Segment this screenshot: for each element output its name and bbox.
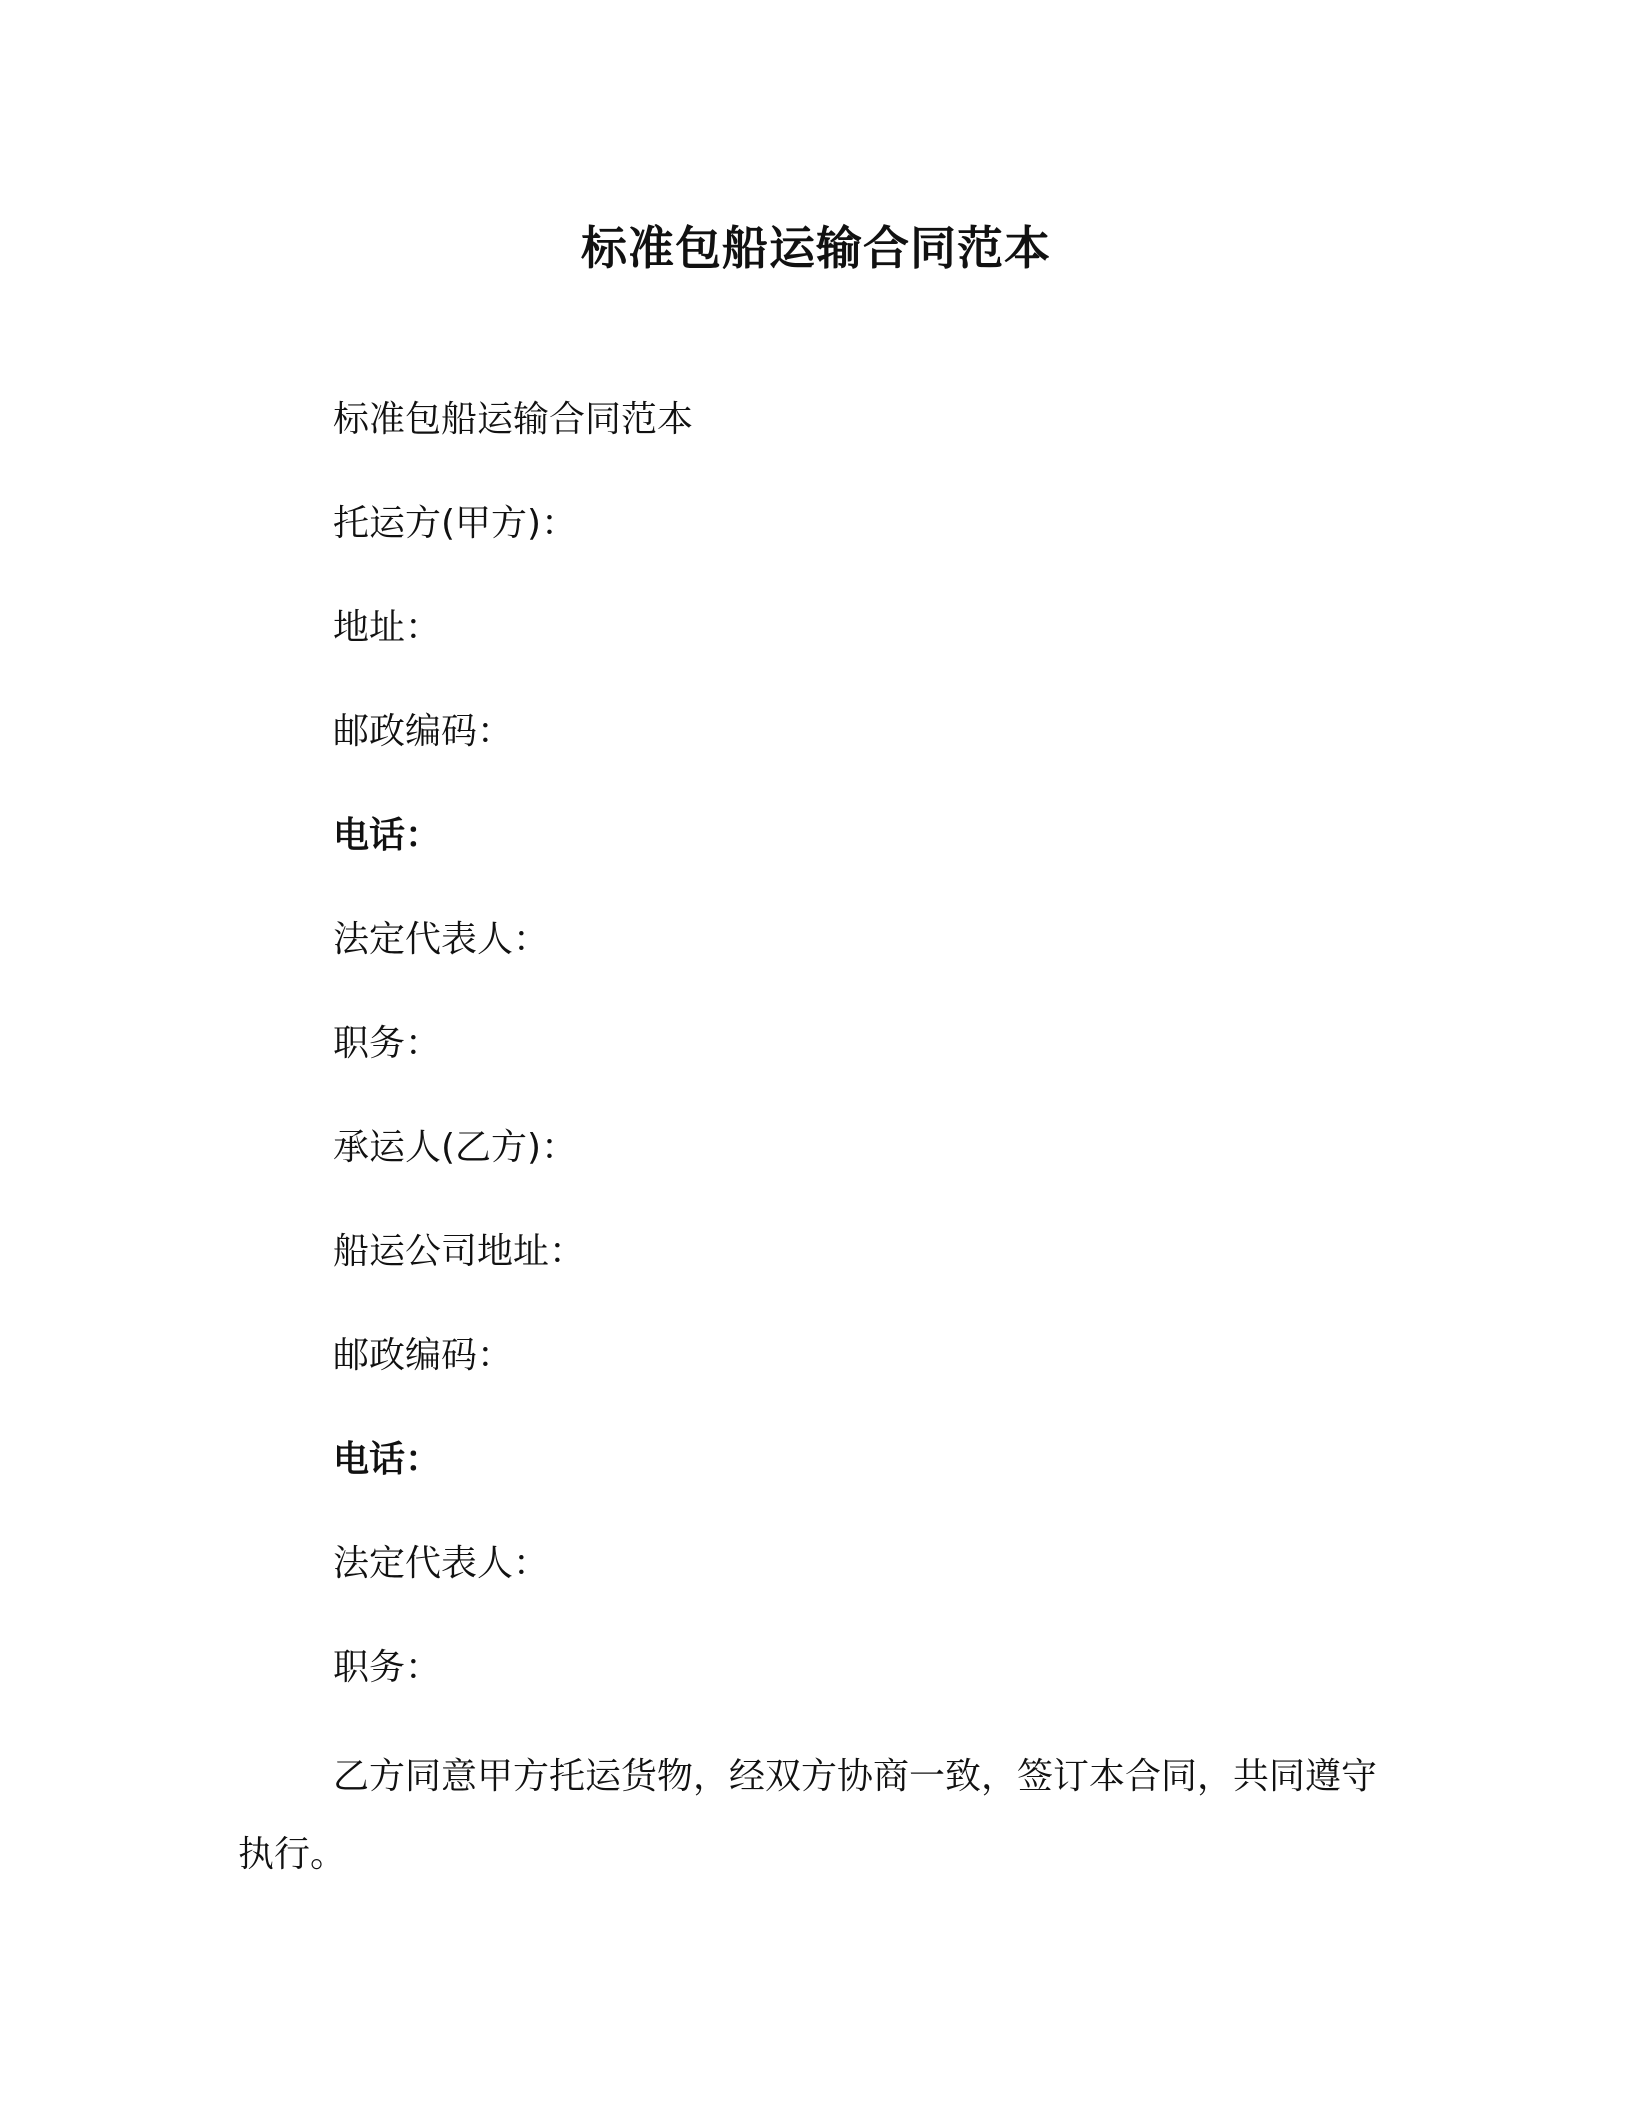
contract-field-list [333,394,693,1746]
field-line: 地址： [333,607,442,648]
field-line: 托运方(甲方)： [333,503,578,544]
field-line: 电话： [333,815,442,856]
field-line: 职务： [333,1647,442,1688]
field-line: 法定代表人： [333,919,550,960]
field-line: 法定代表人： [333,1543,550,1584]
document-title: 标准包船运输合同范本 [581,221,1051,275]
field-line: 电话： [333,1439,442,1480]
agreement-paragraph: 乙方同意甲方托运货物，经双方协商一致，签订本合同，共同遵守执行。 [238,1756,1378,1875]
field-line: 邮政编码： [333,1335,514,1376]
field-line: 职务： [333,1023,442,1064]
field-line: 承运人(乙方)： [333,1127,578,1168]
field-line: 船运公司地址： [333,1231,586,1272]
field-line: 标准包船运输合同范本 [333,399,694,440]
field-line: 邮政编码： [333,711,514,752]
